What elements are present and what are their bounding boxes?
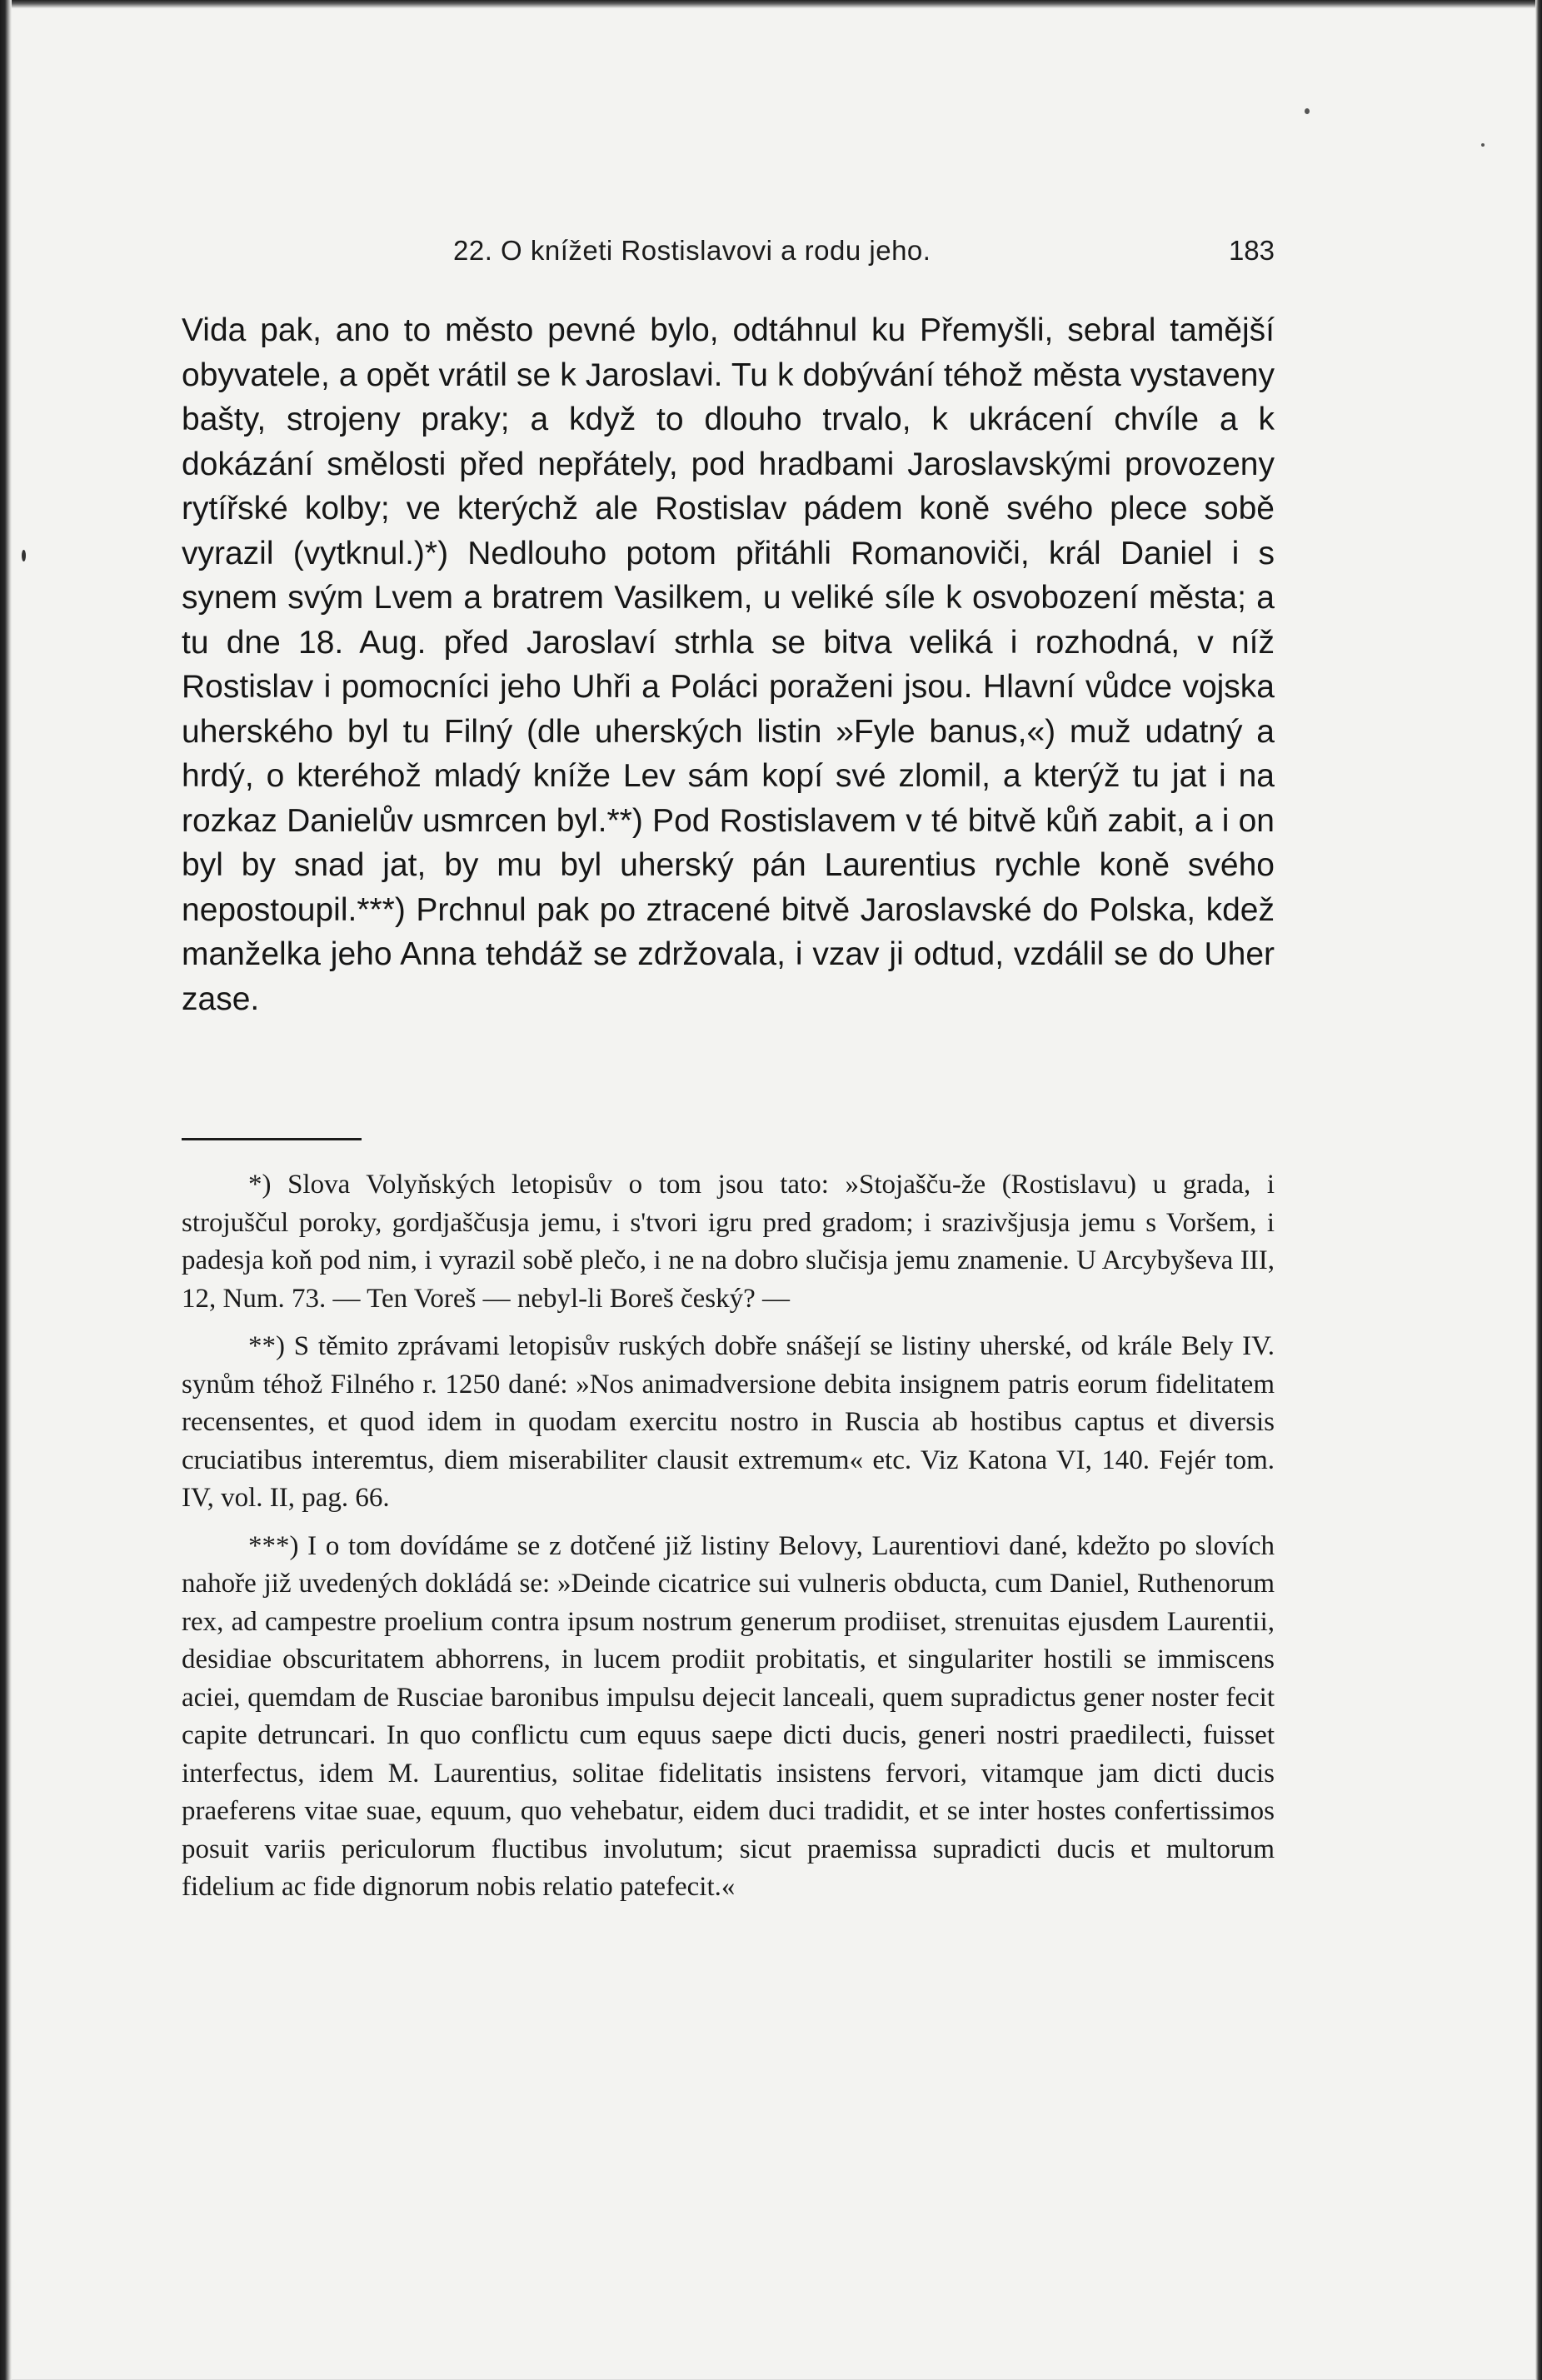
footnote-2: **) S těmito zprávami letopisův ruských dobře snášejí se listiny uherské, od krále Bely IV. synům téhož Filného r. 1250 dané: »Nos animadversione debita insignem patris eorum fidelitatem recensentes, et quod idem in quodam exercitu nostro in Ruscia ab hostibus captus et diversis cruciatibus interemtus, diem miserabiliter clausit extremum« etc. Viz Katona VI, 140. Fejér tom. IV, vol. II, pag. 66. (182, 1331, 1275, 1513)
scan-speck (1481, 143, 1485, 147)
footnotes (182, 1166, 1275, 1917)
scan-edge-right (1535, 0, 1542, 2380)
running-title: 22. O knížeti Rostislavovi a rodu jeho. (453, 235, 931, 266)
scan-edge-top (0, 0, 1542, 8)
footnote-3: ***) I o tom dovídáme se z dotčené již listiny Belovy, Laurentiovi dané, kdežto po slovích nahoře již uvedených dokládá se: »Deinde cicatrice sui vulneris obducta, cum Daniel, Ruthenorum rex, ad campestre proelium contra ipsum nostrum generum prodiiset, strenuitas ejusdem Laurentii, desidiae obscuritatem abhorrens, in lucem prodiit probitatis, et singulariter hostili se immiscens aciei, quemdam de Rusciae baronibus impulsu dejecit lanceali, quem supradictus gener noster fecit capite detruncari. In quo conflictu cum equus saepe dicti ducis, generi nostri praedilecti, fuisset interfectus, idem M. Laurentius, solitae fidelitatis insistens fervori, vitamque jam dicti ducis praeferens vitae suae, equum, quo vehebatur, eidem duci tradidit, et se inter hostes confertissimos posuit variis periculorum fluctibus involutum; sicut praemissa supradicti ducis et multorum fidelium ac fide dignorum nobis relatio patefecit.« (182, 1530, 1275, 1902)
scan-speck (22, 550, 26, 561)
footnote-separator (182, 1138, 362, 1140)
page-number: 183 (1228, 235, 1275, 266)
scan-edge-left (0, 0, 12, 2380)
scan-speck (1305, 108, 1310, 114)
running-header (182, 235, 1275, 277)
footnote-1: *) Slova Volyňských letopisův o tom jsou tato: »Stojašču-že (Rostislavu) u grada, i strojuščul poroky, gordjaščusja jemu, i s'tvori igru pred gradom; i srazivšjusja jemu s Voršem, i padesja koň pod nim, i vyrazil sobě plečo, i ne na dobro slučisja jemu znamenie. U Arcybyševa III, 12, Num. 73. — Ten Voreš — nebyl-li Boreš český? — (182, 1170, 1275, 1314)
main-text-paragraph: Vida pak, ano to město pevné bylo, odtáhnul ku Přemyšli, sebral tamější obyvatele, a opět vrátil se k Jaroslavi. Tu k dobývání téhož města vystaveny bašty, strojeny praky; a když to dlouho trvalo, k ukrácení chvíle a k dokázání smělosti před nepřátely, pod hradbami Jaroslavskými provozeny rytířské kolby; ve kterýchž ale Rostislav pádem koně svého plece sobě vyrazil (vytknul.)*) Nedlouho potom přitáhli Romanoviči, král Daniel i s synem svým Lvem a bratrem Vasilkem, u veliké síle k osvobození města; a tu dne 18. Aug. před Jaroslaví strhla se bitva veliká i rozhodná, v níž Rostislav i pomocníci jeho Uhři a Poláci poraženi jsou. Hlavní vůdce vojska uherského byl tu Filný (dle uherských listin »Fyle banus,«) muž udatný a hrdý, o kteréhož mladý kníže Lev sám kopí své zlomil, a kterýž tu jat i na rozkaz Danielův usmrcen byl.**) Pod Rostislavem v té bitvě kůň zabit, a i on byl by snad jat, by mu byl uherský pán Laurentius rychle koně svého nepostoupil.***) Prchnul pak po ztracené bitvě Jaroslavské do Polska, kdež manželka jeho Anna tehdáž se zdržovala, i vzav ji odtud, vzdálil se do Uher zase. (182, 312, 1275, 1017)
